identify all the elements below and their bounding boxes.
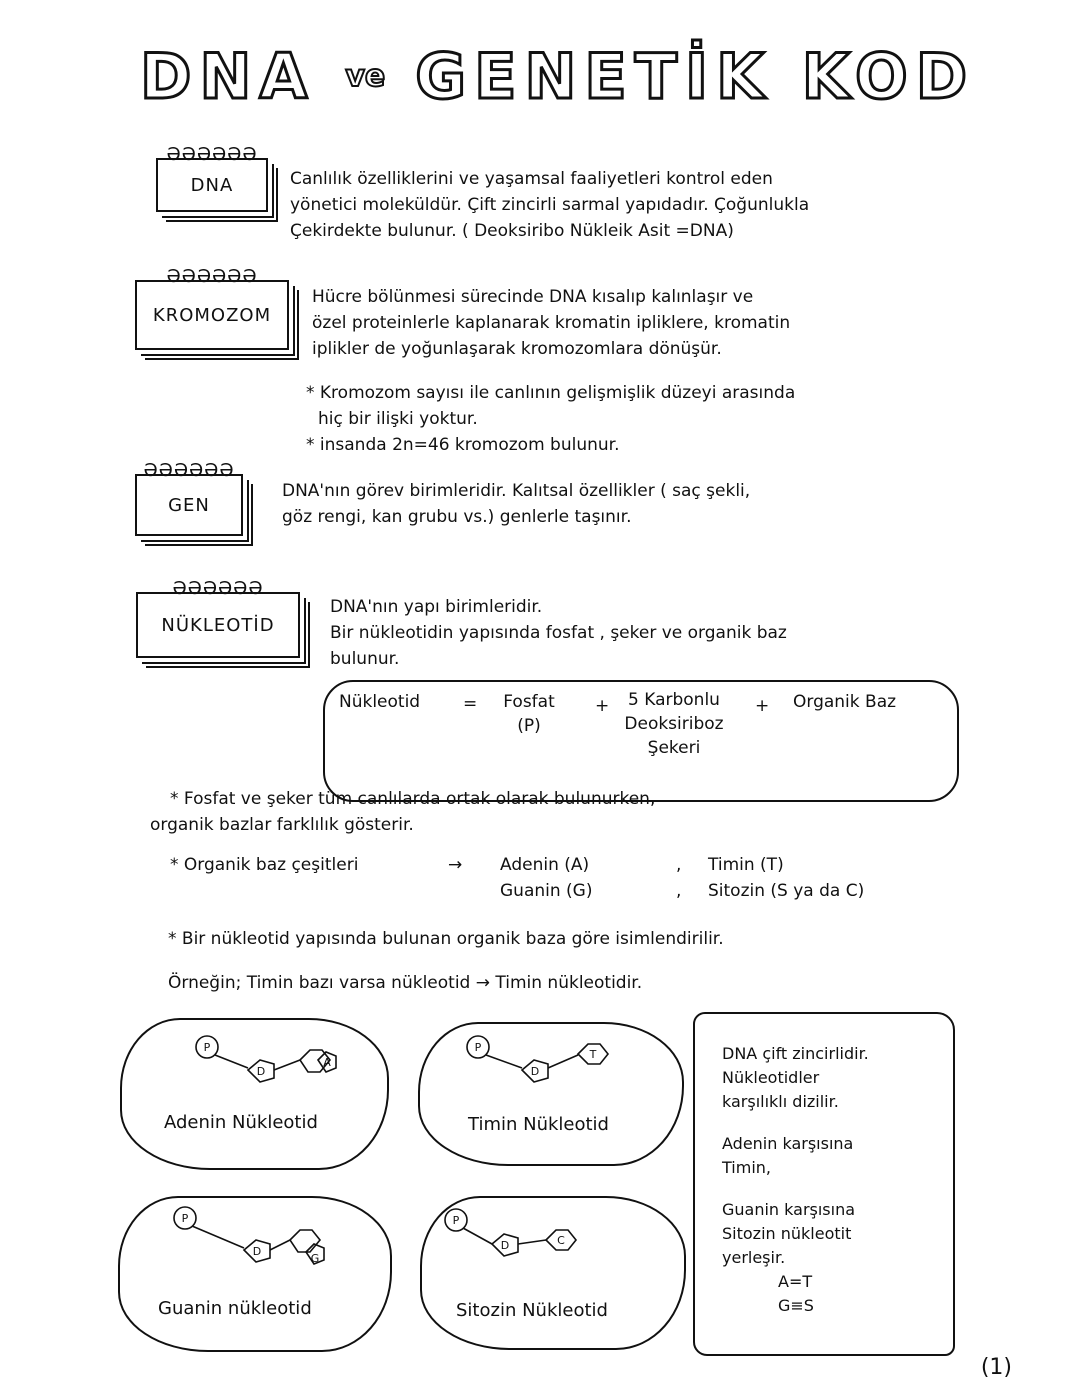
- phosphate-label: P: [181, 1212, 189, 1225]
- text-line: Bir nükleotidin yapısında fosfat , şeker ve organik baz: [330, 623, 787, 643]
- text-line: Guanin karşısına: [722, 1200, 856, 1219]
- sugar-label: D: [252, 1245, 262, 1258]
- text-line: DNA çift zincirlidir.: [722, 1044, 869, 1063]
- base-name: Sitozin (S ya da C): [708, 881, 865, 901]
- guanin-nucleotide-icon: [174, 1207, 324, 1264]
- text-line: özel proteinlerle kaplanarak kromatin ipliklere, kromatin: [312, 313, 791, 333]
- formula-text: 5 Karbonlu: [628, 690, 720, 710]
- comma-separators: , ,: [676, 855, 682, 901]
- text-line: organik bazlar farklılık gösterir.: [150, 815, 414, 835]
- sugar-label: D: [256, 1065, 266, 1078]
- title-dna: DNA: [140, 40, 316, 113]
- text-line: iplikler de yoğunlaşarak kromozomlara dönüşür.: [312, 339, 722, 359]
- formula-text: (P): [517, 716, 541, 736]
- adenin-label: Adenin Nükleotid: [164, 1112, 318, 1133]
- note-ornek: Örneğin; Timin bazı varsa nükleotid → Timin nükleotidir.: [168, 973, 643, 993]
- text-line: bulunur.: [330, 649, 400, 669]
- page-number: (1): [980, 1355, 1012, 1380]
- spiral-rings-icon: ƏƏƏƏƏƏ: [166, 144, 258, 165]
- sitozin-nucleotide-icon: [445, 1209, 576, 1256]
- note-isimlendirme: * Bir nükleotid yapısında bulunan organik baza göre isimlendirilir.: [168, 929, 724, 949]
- text-line: Çekirdekte bulunur. ( Deoksiribo Nükleik Asit =DNA): [290, 221, 734, 241]
- text-line: Hücre bölünmesi sürecinde DNA kısalıp kalınlaşır ve: [312, 287, 754, 307]
- phosphate-label: P: [474, 1041, 482, 1054]
- text-line: yönetici moleküldür. Çift zincirli sarmal yapıdadır. Çoğunlukla: [290, 195, 810, 215]
- text-line: karşılıklı dizilir.: [722, 1092, 839, 1111]
- base-label: G: [310, 1252, 320, 1265]
- formula-text: Fosfat: [503, 692, 555, 712]
- text-line: Timin,: [722, 1158, 771, 1177]
- formula-equals: =: [463, 694, 478, 714]
- card-label: DNA: [190, 174, 234, 196]
- text-line: DNA'nın yapı birimleridir.: [330, 597, 543, 617]
- formula-plus: +: [595, 696, 610, 716]
- spiral-rings-icon: ƏƏƏƏƏƏ: [172, 578, 264, 599]
- formula-text: Şekeri: [647, 738, 701, 758]
- nucleotide-letters: [182, 1041, 597, 1265]
- card-label: KROMOZOM: [152, 304, 272, 326]
- base-name: Timin (T): [708, 855, 784, 875]
- arrow-icon: →: [448, 855, 463, 875]
- sugar-label: D: [500, 1239, 510, 1252]
- spiral-rings-icon: ƏƏƏƏƏƏ: [143, 460, 235, 481]
- base-name: Guanin (G): [500, 881, 593, 901]
- guanin-label: Guanin nükleotid: [158, 1298, 312, 1319]
- text-line: yerleşir.: [722, 1248, 786, 1267]
- base-name: Adenin (A): [500, 855, 590, 875]
- sitozin-label: Sitozin Nükleotid: [456, 1300, 608, 1321]
- timin-label: Timin Nükleotid: [468, 1114, 609, 1135]
- base-label: A: [323, 1056, 331, 1069]
- formula-plus: +: [755, 696, 770, 716]
- card-label: NÜKLEOTİD: [161, 614, 275, 636]
- base-pairing-text: [722, 1042, 948, 1318]
- text-line: Adenin karşısına: [722, 1134, 854, 1153]
- text-line: * insanda 2n=46 kromozom bulunur.: [306, 435, 620, 455]
- text-line: * Fosfat ve şeker tüm canlılarda ortak olarak bulunurken,: [170, 789, 656, 809]
- sugar-label: D: [530, 1065, 540, 1078]
- formula-lhs: Nükleotid: [339, 692, 421, 712]
- text-line: Sitozin nükleotit: [722, 1224, 852, 1243]
- card-label: GEN: [168, 494, 210, 516]
- text-line: hiç bir ilişki yoktur.: [318, 409, 478, 429]
- title-genetik-kod: GENETİK KOD: [415, 40, 976, 113]
- text-line: Nükleotidler: [722, 1068, 820, 1087]
- base-label: T: [589, 1048, 597, 1061]
- text-line: Canlılık özelliklerini ve yaşamsal faaliyetleri kontrol eden: [290, 169, 773, 189]
- text-line: göz rengi, kan grubu vs.) genlerle taşınır.: [282, 507, 632, 527]
- formula-text: Deoksiriboz: [624, 714, 724, 734]
- note-organik-baz-cesitleri: * Organik baz çeşitleri: [170, 855, 359, 875]
- text-line: DNA'nın görev birimleridir. Kalıtsal özellikler ( saç şekli,: [282, 481, 751, 501]
- base-label: C: [557, 1234, 565, 1247]
- spiral-rings-icon: ƏƏƏƏƏƏ: [166, 266, 258, 287]
- adenin-nucleotide-icon: [196, 1036, 336, 1082]
- phosphate-label: P: [452, 1214, 460, 1227]
- text-line: * Kromozom sayısı ile canlının gelişmişlik düzeyi arasında: [306, 383, 796, 403]
- formula-organik-baz: Organik Baz: [793, 692, 897, 712]
- title-ve: ve: [345, 59, 386, 94]
- pairing-rule: A=T: [778, 1272, 813, 1291]
- pairing-rule: G≡S: [778, 1296, 814, 1315]
- phosphate-label: P: [203, 1041, 211, 1054]
